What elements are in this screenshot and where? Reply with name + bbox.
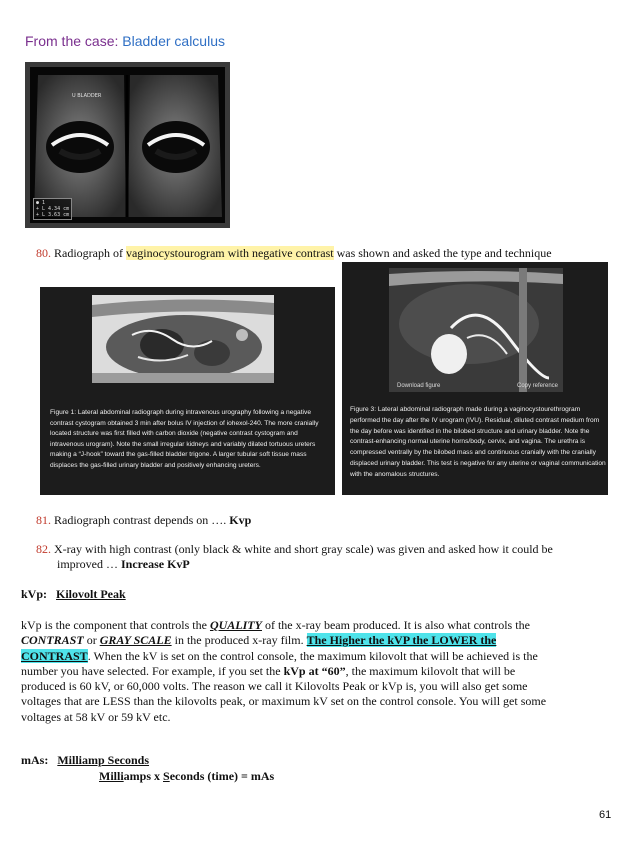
formula-text: Milli [99, 769, 124, 783]
copy-reference-link[interactable]: Copy reference [517, 383, 559, 389]
highlighted-rule: The Higher the kVP the LOWER the [306, 633, 497, 648]
paragraph-text: number you have selected. For example, if you set the [21, 663, 284, 678]
emphasis-contrast: CONTRAST [21, 633, 84, 648]
paragraph-text: . When the kV is set on the control console, the maximum kilovolt that will be achieved is the [87, 648, 538, 663]
mas-abbreviation: mAs: [21, 753, 49, 767]
case-heading-topic: Bladder calculus [122, 33, 225, 49]
paragraph-line: voltages at 58 kV or 59 kV etc. [21, 709, 171, 724]
paragraph-line: produced is 60 kV, or 60,000 volts. The reason we call it Kilovolts Peak or kVp is, you will also get some [21, 679, 528, 694]
paragraph-text: or [83, 633, 100, 648]
ultrasound-readout-line: + L 3.63 cm [36, 212, 70, 218]
figure-3-panel [342, 262, 608, 495]
question-answer: Kvp [229, 513, 252, 527]
question-82 [36, 542, 553, 557]
mas-section-title [21, 753, 149, 768]
question-answer: Increase KvP [121, 557, 190, 571]
emphasis-kvp-60: kVp at “60” [283, 663, 346, 678]
paragraph-text: , the maximum kilovolt that will be [345, 663, 516, 678]
question-number: 82. [36, 542, 51, 556]
figure-1-panel [40, 287, 335, 495]
figure-3-radiograph [389, 268, 563, 392]
radiograph-graphic [389, 268, 563, 392]
kvp-section-title [21, 587, 126, 602]
highlighted-rule: CONTRAST [21, 648, 88, 663]
paragraph-line [21, 664, 626, 679]
question-text: was shown and asked the type and technique [333, 246, 552, 260]
ultrasound-readout-line: + L 4.34 cm [36, 206, 70, 212]
kvp-paragraph [21, 618, 626, 725]
case-heading [25, 32, 225, 50]
question-82-continued [57, 557, 190, 572]
figure-1-radiograph [92, 295, 274, 383]
question-number: 80. [36, 246, 51, 260]
mas-formula [99, 769, 274, 784]
question-text: Radiograph of [51, 246, 126, 260]
question-text: X-ray with high contrast (only black & white and short gray scale) was given and asked how it could be [51, 542, 553, 556]
paragraph-text: kVp is the component that controls the [21, 618, 210, 632]
emphasis-quality: QUALITY [209, 618, 262, 632]
paragraph-text: of the x-ray beam produced. It is also what controls the [261, 618, 530, 632]
ultrasound-measurements [33, 198, 72, 220]
paragraph-text: in the produced x-ray film. [171, 633, 307, 648]
page-number: 61 [599, 809, 612, 821]
ultrasound-image [25, 62, 230, 228]
question-text: improved … [57, 557, 121, 571]
emphasis-gray-scale: GRAY SCALE [99, 633, 172, 648]
ultrasound-overlay-label: U BLADDER [72, 93, 102, 99]
figure-1-caption: Figure 1: Lateral abdominal radiograph during intravenous urography following a negative contrast cystogram obtained 3 min after bolus IV injection of iohexol-240. The more cranially located structure was first filled with carbon dioxide (negative contrast cystogram and intravenous urogram). Note the small irregular kidneys and variably dilated tortuous ureters making a “J-hook” toward the gas-filled bladder trigone. A larger tubular soft tissue mass displaces the gas-filled urinary bladder and positively enhancing ureters. [50, 409, 319, 469]
ultrasound-screen [30, 67, 225, 223]
question-80 [36, 246, 552, 261]
formula-text: amps x [123, 769, 164, 783]
paragraph-line: voltages that are LESS than the kilovolts peak, or maximum kV set on the control console. You will get some [21, 694, 547, 709]
formula-text: S [163, 769, 170, 783]
figure-3-caption: Figure 3: Lateral abdominal radiograph made during a vaginocystourethrogram performed the day after the IV urogram (IVU). Residual, diluted contrast medium from the day before was identified in the bilobed structure and urinary bladder. Note the contrast-enhancing normal uterine horns/body, cervix, and vagina. The urethra is compressed ventrally by the bilobed mass and continuous cranially with the cranially displaced urinary bladder. This test is negative for any uterine or vaginal communication with the anomalous structures. [350, 406, 606, 478]
question-number: 81. [36, 513, 51, 527]
paragraph-line [21, 649, 626, 664]
mas-full-name: Milliamp Seconds [57, 753, 150, 767]
ultrasound-readout-line: ● 1 [36, 200, 46, 206]
kvp-abbreviation: kVp: [21, 587, 48, 601]
case-heading-prefix: From the case: [25, 33, 119, 49]
highlighted-text: vaginocystourogram with negative contrast [125, 246, 334, 260]
radiograph-graphic [92, 295, 274, 383]
question-81 [36, 513, 251, 528]
download-figure-link[interactable]: Download figure [397, 383, 441, 389]
paragraph-line [21, 633, 626, 648]
kvp-full-name: Kilovolt Peak [56, 587, 126, 601]
paragraph-line [21, 618, 626, 633]
question-text: Radiograph contrast depends on …. [51, 513, 230, 527]
formula-text: econds (time) = mAs [169, 769, 275, 783]
